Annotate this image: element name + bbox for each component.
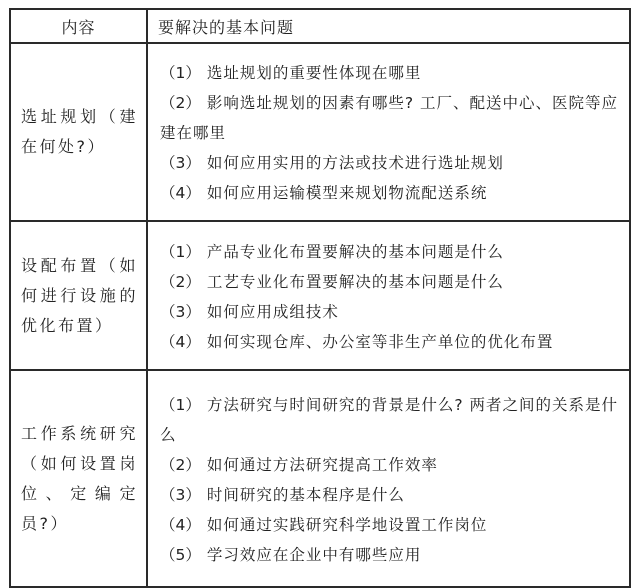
- question-cell: [147, 370, 630, 587]
- table-header-row: [10, 9, 630, 43]
- question-number: （1）: [160, 242, 201, 261]
- question-text: 如何应用实用的方法或技术进行选址规划: [206, 154, 504, 172]
- question-item: [160, 450, 619, 480]
- question-number: （3）: [160, 485, 201, 504]
- question-text: 学习效应在企业中有哪些应用: [206, 545, 422, 564]
- question-number: （1）: [160, 64, 201, 82]
- question-text: 产品专业化布置要解决的基本问题是什么: [206, 242, 504, 261]
- table-row: [10, 43, 630, 221]
- question-item: [160, 327, 619, 357]
- question-text: 如何应用运输模型来规划物流配送系统: [206, 184, 488, 202]
- question-number: （4）: [160, 184, 201, 202]
- table-row: [10, 370, 630, 587]
- question-text: 如何通过实践研究科学地设置工作岗位: [206, 515, 488, 534]
- question-text: 如何实现仓库、办公室等非生产单位的优化布置: [206, 332, 554, 351]
- content-table: [9, 8, 631, 588]
- topic-subtitle: （如何进行设施的优化布置）: [21, 255, 138, 335]
- question-text: 如何通过方法研究提高工作效率: [206, 455, 438, 474]
- table-row: [10, 221, 630, 370]
- question-item: [160, 510, 619, 540]
- question-number: （4）: [160, 515, 201, 534]
- question-text: 工艺专业化布置要解决的基本问题是什么: [206, 272, 504, 291]
- question-cell: [147, 43, 630, 221]
- question-number: （5）: [160, 545, 201, 564]
- topic-cell: [10, 370, 147, 587]
- question-number: （3）: [160, 154, 201, 172]
- topic-title: 设配布置: [21, 255, 100, 275]
- question-item: [160, 178, 619, 208]
- topic-title: 工作系统研究: [21, 423, 138, 443]
- question-number: （4）: [160, 332, 201, 351]
- topic-cell: [10, 221, 147, 370]
- topic-cell: [10, 43, 147, 221]
- question-number: （3）: [160, 302, 201, 321]
- question-item: [160, 297, 619, 327]
- question-item: [160, 267, 619, 297]
- question-text: 如何应用成组技术: [206, 302, 339, 321]
- header-content: 内容: [10, 9, 147, 43]
- topic-subtitle: （如何设置岗位、定编定员?）: [21, 453, 138, 533]
- question-item: [160, 540, 619, 570]
- question-text: 选址规划的重要性体现在哪里: [206, 64, 422, 82]
- question-number: （2）: [160, 455, 201, 474]
- question-number: （2）: [160, 272, 201, 291]
- question-text: 时间研究的基本程序是什么: [206, 485, 405, 504]
- question-number: （1）: [160, 395, 201, 414]
- question-text: 影响选址规划的因素有哪些? 工厂、配送中心、医院等应建在哪里: [160, 94, 619, 142]
- question-item: [160, 480, 619, 510]
- question-item: [160, 237, 619, 267]
- topic-title: 选址规划: [21, 107, 100, 126]
- question-item: [160, 58, 619, 88]
- question-item: [160, 390, 619, 450]
- question-item: [160, 88, 619, 148]
- question-cell: [147, 221, 630, 370]
- topic-subtitle: （建在何处?）: [21, 107, 138, 156]
- question-text: 方法研究与时间研究的背景是什么? 两者之间的关系是什么: [160, 395, 619, 444]
- header-basic-questions: 要解决的基本问题: [147, 9, 630, 43]
- question-number: （2）: [160, 94, 201, 112]
- question-item: [160, 148, 619, 178]
